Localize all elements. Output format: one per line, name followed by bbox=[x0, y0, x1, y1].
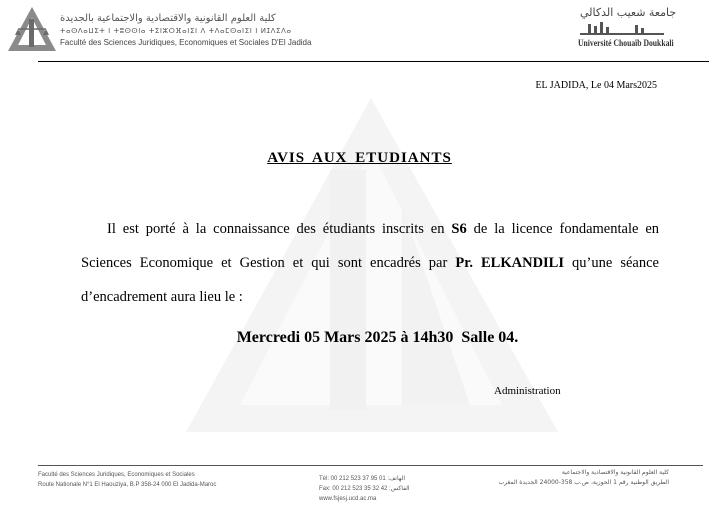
footer-address-fr bbox=[38, 470, 216, 490]
footer-faculty-name: Faculté des Sciences Juridiques, Economiques et Sociales bbox=[38, 472, 195, 478]
faculty-name-french: Faculté des Sciences Juridiques, Economiques et Sociales D'El Jadida bbox=[60, 38, 312, 47]
footer-address-ar-line: الطريق الوطنية رقم 1 الحوزية، ص.ب 358-24000 الجديدة المغرب bbox=[498, 479, 669, 486]
university-logo-icon bbox=[580, 20, 664, 36]
faculty-name-arabic: كلية العلوم القانونية والاقتصادية والاجتماعية بالجديدة bbox=[60, 13, 276, 24]
footer-faculty-name-ar: كلية العلوم القانونية والاقتصادية والاجتماعية bbox=[561, 469, 669, 476]
body-text-part1: Il est porté à la connaissance des étudiants inscrits en bbox=[107, 221, 452, 237]
footer-website: www.fsjesj.ucd.ac.ma bbox=[319, 496, 377, 502]
meeting-date-time: Mercredi 05 Mars 2025 à 14h30 Salle 04. bbox=[236, 329, 519, 346]
footer-fax: Fax: 00 212 523 35 32 42 :الفاكس bbox=[319, 486, 410, 492]
footer-address: Route Nationale N°1 El Haouziya, B.P 358-24 000 El Jadida-Maroc bbox=[38, 482, 217, 488]
notice-body bbox=[81, 212, 659, 314]
footer-contact bbox=[319, 474, 410, 504]
body-text-part2: de la licence fondamentale en Sciences Economique et Gestion et qui sont encadrés par bbox=[81, 221, 660, 271]
faculty-name-tifinagh: ⵜⴰⵙⴷⴰⵡⵉⵜ ⵏ ⵜⵓⵙⵙⵏⴰ ⵜⵉⵏⵣⵔⴼⴰⵏⵉⵏ ⴷ ⵜⴷⴰⵎⵙⴰⵏⵉⵏ ⵏ ⵍⵊⴷⵉⴷⴰ bbox=[60, 27, 292, 35]
body-text-part3: qu’une séance d’encadrement aura lieu le : bbox=[81, 255, 659, 305]
footer-address-ar bbox=[499, 468, 670, 488]
footer-divider bbox=[38, 465, 703, 466]
letterhead bbox=[0, 0, 719, 62]
semester-label: S6 bbox=[451, 221, 467, 237]
notice-title: AVIS AUX ETUDIANTS bbox=[267, 150, 452, 166]
signature: Administration bbox=[494, 385, 561, 397]
university-name-arabic: جامعة شعيب الدكالي bbox=[580, 6, 677, 19]
date-line: EL JADIDA, Le 04 Mars2025 bbox=[535, 80, 657, 91]
faculty-logo-icon bbox=[6, 5, 58, 55]
professor-name: Pr. ELKANDILI bbox=[455, 255, 564, 271]
university-name-french: Université Chouaïb Doukkali bbox=[578, 38, 674, 48]
footer-tel: Tél: 00 212 523 37 95 01 :الهاتف bbox=[319, 476, 406, 482]
